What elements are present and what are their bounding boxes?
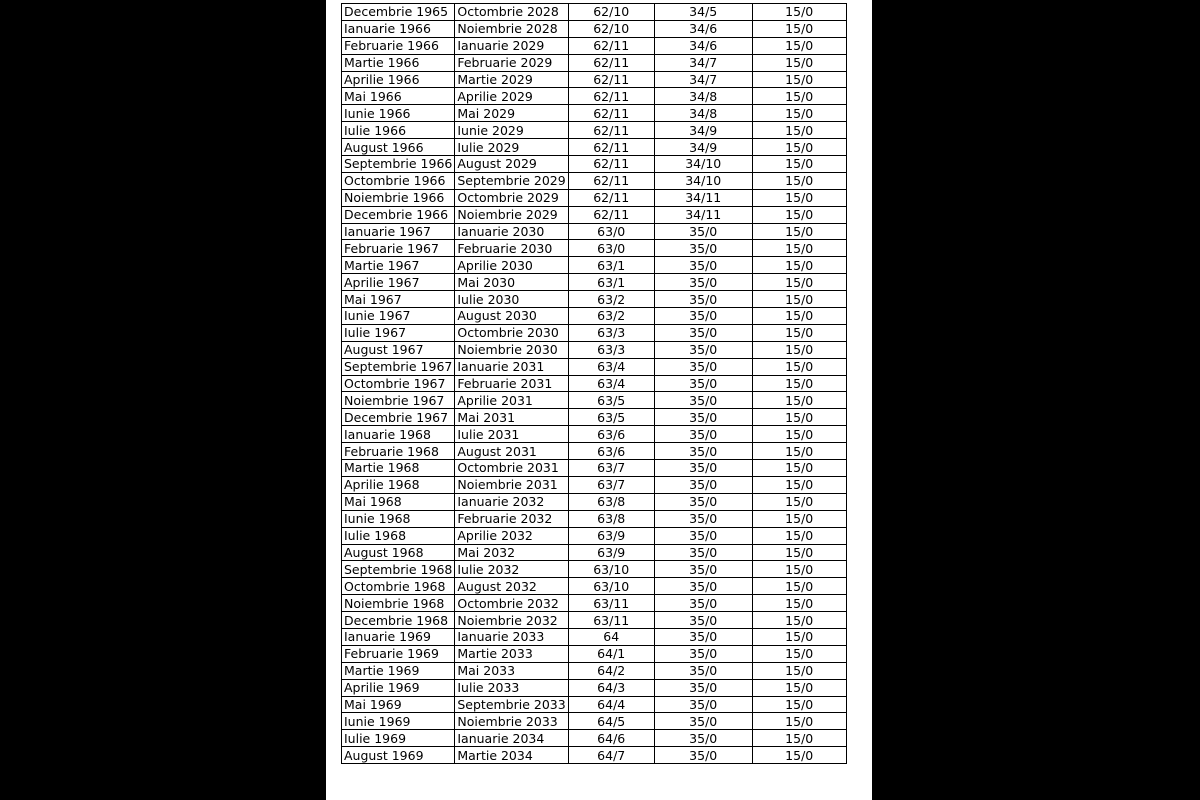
- minimum-stage-cell: 15/0: [752, 696, 846, 713]
- retirement-age-cell: 62/11: [568, 172, 654, 189]
- retirement-age-cell: 63/7: [568, 476, 654, 493]
- table-row: [342, 223, 847, 240]
- retirement-age-cell: 63/2: [568, 308, 654, 325]
- minimum-stage-cell: 15/0: [752, 172, 846, 189]
- minimum-stage-cell: 15/0: [752, 324, 846, 341]
- retirement-age-cell: 62/11: [568, 206, 654, 223]
- retirement-age-cell: 62/11: [568, 156, 654, 173]
- contribution-stage-cell: 35/0: [654, 308, 752, 325]
- birth-date-cell: Martie 1966: [342, 54, 455, 71]
- retirement-age-cell: 63/0: [568, 223, 654, 240]
- table-row: [342, 257, 847, 274]
- birth-date-cell: Ianuarie 1966: [342, 20, 455, 37]
- contribution-stage-cell: 35/0: [654, 544, 752, 561]
- contribution-stage-cell: 35/0: [654, 240, 752, 257]
- table-row: [342, 172, 847, 189]
- retirement-date-cell: Octombrie 2030: [455, 324, 568, 341]
- retirement-date-cell: Iulie 2033: [455, 679, 568, 696]
- birth-date-cell: Octombrie 1966: [342, 172, 455, 189]
- birth-date-cell: Decembrie 1965: [342, 4, 455, 21]
- table-row: [342, 105, 847, 122]
- contribution-stage-cell: 34/6: [654, 37, 752, 54]
- table-row: [342, 409, 847, 426]
- contribution-stage-cell: 35/0: [654, 257, 752, 274]
- retirement-date-cell: Noiembrie 2032: [455, 612, 568, 629]
- minimum-stage-cell: 15/0: [752, 561, 846, 578]
- retirement-age-cell: 64/6: [568, 730, 654, 747]
- birth-date-cell: Ianuarie 1968: [342, 426, 455, 443]
- retirement-date-cell: Iulie 2029: [455, 139, 568, 156]
- table-row: [342, 612, 847, 629]
- birth-date-cell: Aprilie 1969: [342, 679, 455, 696]
- contribution-stage-cell: 35/0: [654, 510, 752, 527]
- contribution-stage-cell: 35/0: [654, 730, 752, 747]
- birth-date-cell: Mai 1969: [342, 696, 455, 713]
- retirement-age-cell: 62/11: [568, 54, 654, 71]
- retirement-date-cell: Februarie 2032: [455, 510, 568, 527]
- minimum-stage-cell: 15/0: [752, 4, 846, 21]
- contribution-stage-cell: 35/0: [654, 426, 752, 443]
- retirement-date-cell: Martie 2033: [455, 645, 568, 662]
- minimum-stage-cell: 15/0: [752, 595, 846, 612]
- retirement-date-cell: Mai 2029: [455, 105, 568, 122]
- minimum-stage-cell: 15/0: [752, 139, 846, 156]
- minimum-stage-cell: 15/0: [752, 628, 846, 645]
- retirement-date-cell: Noiembrie 2030: [455, 341, 568, 358]
- table-row: [342, 527, 847, 544]
- table-row: [342, 291, 847, 308]
- retirement-age-cell: 63/9: [568, 527, 654, 544]
- minimum-stage-cell: 15/0: [752, 392, 846, 409]
- retirement-age-cell: 62/11: [568, 88, 654, 105]
- birth-date-cell: Mai 1968: [342, 493, 455, 510]
- contribution-stage-cell: 35/0: [654, 460, 752, 477]
- retirement-date-cell: Februarie 2029: [455, 54, 568, 71]
- birth-date-cell: Iulie 1968: [342, 527, 455, 544]
- retirement-date-cell: Iulie 2030: [455, 291, 568, 308]
- table-row: [342, 730, 847, 747]
- table-row: [342, 392, 847, 409]
- contribution-stage-cell: 35/0: [654, 662, 752, 679]
- contribution-stage-cell: 34/11: [654, 189, 752, 206]
- contribution-stage-cell: 34/6: [654, 20, 752, 37]
- contribution-stage-cell: 35/0: [654, 747, 752, 764]
- contribution-stage-cell: 34/7: [654, 71, 752, 88]
- retirement-age-cell: 63/8: [568, 510, 654, 527]
- contribution-stage-cell: 35/0: [654, 696, 752, 713]
- birth-date-cell: Decembrie 1967: [342, 409, 455, 426]
- retirement-date-cell: Octombrie 2029: [455, 189, 568, 206]
- retirement-date-cell: Ianuarie 2034: [455, 730, 568, 747]
- minimum-stage-cell: 15/0: [752, 274, 846, 291]
- contribution-stage-cell: 34/7: [654, 54, 752, 71]
- table-row: [342, 4, 847, 21]
- birth-date-cell: Ianuarie 1967: [342, 223, 455, 240]
- birth-date-cell: Februarie 1966: [342, 37, 455, 54]
- contribution-stage-cell: 34/5: [654, 4, 752, 21]
- table-row: [342, 443, 847, 460]
- retirement-age-cell: 62/11: [568, 71, 654, 88]
- table-row: [342, 679, 847, 696]
- table-row: [342, 426, 847, 443]
- birth-date-cell: Iulie 1969: [342, 730, 455, 747]
- minimum-stage-cell: 15/0: [752, 206, 846, 223]
- retirement-age-cell: 63/5: [568, 392, 654, 409]
- retirement-date-cell: Mai 2032: [455, 544, 568, 561]
- minimum-stage-cell: 15/0: [752, 105, 846, 122]
- retirement-date-cell: Aprilie 2031: [455, 392, 568, 409]
- table-row: [342, 240, 847, 257]
- minimum-stage-cell: 15/0: [752, 578, 846, 595]
- minimum-stage-cell: 15/0: [752, 358, 846, 375]
- minimum-stage-cell: 15/0: [752, 527, 846, 544]
- table-row: [342, 747, 847, 764]
- contribution-stage-cell: 34/11: [654, 206, 752, 223]
- table-row: [342, 645, 847, 662]
- contribution-stage-cell: 34/10: [654, 172, 752, 189]
- retirement-age-cell: 62/11: [568, 37, 654, 54]
- table-row: [342, 696, 847, 713]
- table-row: [342, 544, 847, 561]
- retirement-date-cell: Ianuarie 2029: [455, 37, 568, 54]
- retirement-date-cell: Ianuarie 2032: [455, 493, 568, 510]
- contribution-stage-cell: 35/0: [654, 476, 752, 493]
- table-row: [342, 324, 847, 341]
- birth-date-cell: Septembrie 1966: [342, 156, 455, 173]
- birth-date-cell: Iunie 1969: [342, 713, 455, 730]
- retirement-age-cell: 63/9: [568, 544, 654, 561]
- birth-date-cell: Iulie 1966: [342, 122, 455, 139]
- retirement-age-cell: 63/2: [568, 291, 654, 308]
- retirement-date-cell: Iulie 2031: [455, 426, 568, 443]
- retirement-date-cell: Noiembrie 2031: [455, 476, 568, 493]
- minimum-stage-cell: 15/0: [752, 223, 846, 240]
- retirement-age-cell: 62/11: [568, 122, 654, 139]
- minimum-stage-cell: 15/0: [752, 291, 846, 308]
- contribution-stage-cell: 35/0: [654, 645, 752, 662]
- minimum-stage-cell: 15/0: [752, 308, 846, 325]
- table-row: [342, 578, 847, 595]
- retirement-date-cell: Octombrie 2028: [455, 4, 568, 21]
- retirement-age-cell: 63/1: [568, 274, 654, 291]
- table-row: [342, 139, 847, 156]
- minimum-stage-cell: 15/0: [752, 713, 846, 730]
- retirement-age-cell: 64/4: [568, 696, 654, 713]
- minimum-stage-cell: 15/0: [752, 426, 846, 443]
- retirement-age-cell: 63/0: [568, 240, 654, 257]
- birth-date-cell: August 1968: [342, 544, 455, 561]
- retirement-date-cell: Martie 2034: [455, 747, 568, 764]
- contribution-stage-cell: 35/0: [654, 443, 752, 460]
- contribution-stage-cell: 35/0: [654, 628, 752, 645]
- contribution-stage-cell: 34/9: [654, 139, 752, 156]
- table-row: [342, 595, 847, 612]
- retirement-date-cell: Octombrie 2031: [455, 460, 568, 477]
- retirement-age-cell: 63/11: [568, 612, 654, 629]
- minimum-stage-cell: 15/0: [752, 341, 846, 358]
- table-row: [342, 122, 847, 139]
- birth-date-cell: Noiembrie 1966: [342, 189, 455, 206]
- minimum-stage-cell: 15/0: [752, 54, 846, 71]
- retirement-date-cell: Mai 2033: [455, 662, 568, 679]
- retirement-date-cell: Mai 2030: [455, 274, 568, 291]
- contribution-stage-cell: 34/9: [654, 122, 752, 139]
- retirement-age-cell: 62/11: [568, 105, 654, 122]
- contribution-stage-cell: 35/0: [654, 358, 752, 375]
- minimum-stage-cell: 15/0: [752, 37, 846, 54]
- birth-date-cell: Aprilie 1966: [342, 71, 455, 88]
- table-row: [342, 628, 847, 645]
- contribution-stage-cell: 35/0: [654, 493, 752, 510]
- retirement-age-cell: 63/10: [568, 578, 654, 595]
- table-row: [342, 561, 847, 578]
- birth-date-cell: Noiembrie 1968: [342, 595, 455, 612]
- retirement-age-cell: 63/5: [568, 409, 654, 426]
- contribution-stage-cell: 35/0: [654, 341, 752, 358]
- birth-date-cell: Martie 1968: [342, 460, 455, 477]
- minimum-stage-cell: 15/0: [752, 730, 846, 747]
- retirement-date-cell: August 2032: [455, 578, 568, 595]
- retirement-date-cell: Aprilie 2032: [455, 527, 568, 544]
- contribution-stage-cell: 35/0: [654, 392, 752, 409]
- retirement-age-cell: 63/1: [568, 257, 654, 274]
- table-row: [342, 713, 847, 730]
- birth-date-cell: Aprilie 1968: [342, 476, 455, 493]
- minimum-stage-cell: 15/0: [752, 189, 846, 206]
- contribution-stage-cell: 35/0: [654, 595, 752, 612]
- retirement-date-cell: Septembrie 2033: [455, 696, 568, 713]
- table-row: [342, 71, 847, 88]
- table-row: [342, 510, 847, 527]
- retirement-age-cell: 62/10: [568, 20, 654, 37]
- minimum-stage-cell: 15/0: [752, 544, 846, 561]
- birth-date-cell: Februarie 1969: [342, 645, 455, 662]
- retirement-age-cell: 63/6: [568, 443, 654, 460]
- birth-date-cell: Octombrie 1967: [342, 375, 455, 392]
- birth-date-cell: August 1969: [342, 747, 455, 764]
- birth-date-cell: Februarie 1968: [342, 443, 455, 460]
- minimum-stage-cell: 15/0: [752, 375, 846, 392]
- retirement-age-cell: 64/5: [568, 713, 654, 730]
- birth-date-cell: Mai 1966: [342, 88, 455, 105]
- retirement-age-cell: 64/3: [568, 679, 654, 696]
- table-row: [342, 189, 847, 206]
- birth-date-cell: Decembrie 1968: [342, 612, 455, 629]
- retirement-age-cell: 64/7: [568, 747, 654, 764]
- minimum-stage-cell: 15/0: [752, 476, 846, 493]
- document-page: [326, 0, 872, 800]
- birth-date-cell: August 1966: [342, 139, 455, 156]
- birth-date-cell: Aprilie 1967: [342, 274, 455, 291]
- minimum-stage-cell: 15/0: [752, 493, 846, 510]
- contribution-stage-cell: 35/0: [654, 291, 752, 308]
- contribution-stage-cell: 35/0: [654, 324, 752, 341]
- birth-date-cell: Mai 1967: [342, 291, 455, 308]
- retirement-date-cell: Iulie 2032: [455, 561, 568, 578]
- birth-date-cell: Noiembrie 1967: [342, 392, 455, 409]
- birth-date-cell: Iunie 1968: [342, 510, 455, 527]
- minimum-stage-cell: 15/0: [752, 645, 846, 662]
- minimum-stage-cell: 15/0: [752, 443, 846, 460]
- table-row: [342, 460, 847, 477]
- retirement-date-cell: Ianuarie 2031: [455, 358, 568, 375]
- retirement-date-cell: Octombrie 2032: [455, 595, 568, 612]
- retirement-date-cell: Septembrie 2029: [455, 172, 568, 189]
- birth-date-cell: Septembrie 1967: [342, 358, 455, 375]
- table-row: [342, 156, 847, 173]
- retirement-date-cell: Martie 2029: [455, 71, 568, 88]
- retirement-date-cell: Februarie 2030: [455, 240, 568, 257]
- retirement-age-cell: 64/1: [568, 645, 654, 662]
- contribution-stage-cell: 35/0: [654, 713, 752, 730]
- birth-date-cell: Iunie 1967: [342, 308, 455, 325]
- minimum-stage-cell: 15/0: [752, 662, 846, 679]
- table-row: [342, 274, 847, 291]
- retirement-schedule-table: [341, 3, 847, 764]
- retirement-age-cell: 63/7: [568, 460, 654, 477]
- table-row: [342, 358, 847, 375]
- birth-date-cell: Octombrie 1968: [342, 578, 455, 595]
- table-row: [342, 476, 847, 493]
- minimum-stage-cell: 15/0: [752, 88, 846, 105]
- retirement-date-cell: August 2029: [455, 156, 568, 173]
- table-row: [342, 37, 847, 54]
- retirement-date-cell: Iunie 2029: [455, 122, 568, 139]
- contribution-stage-cell: 35/0: [654, 561, 752, 578]
- retirement-age-cell: 63/3: [568, 341, 654, 358]
- retirement-date-cell: Noiembrie 2033: [455, 713, 568, 730]
- retirement-date-cell: Aprilie 2030: [455, 257, 568, 274]
- retirement-date-cell: Mai 2031: [455, 409, 568, 426]
- retirement-date-cell: Februarie 2031: [455, 375, 568, 392]
- table-row: [342, 493, 847, 510]
- retirement-age-cell: 62/10: [568, 4, 654, 21]
- contribution-stage-cell: 35/0: [654, 679, 752, 696]
- retirement-date-cell: August 2030: [455, 308, 568, 325]
- retirement-date-cell: Noiembrie 2029: [455, 206, 568, 223]
- contribution-stage-cell: 35/0: [654, 223, 752, 240]
- minimum-stage-cell: 15/0: [752, 156, 846, 173]
- birth-date-cell: Iulie 1967: [342, 324, 455, 341]
- minimum-stage-cell: 15/0: [752, 510, 846, 527]
- retirement-date-cell: Noiembrie 2028: [455, 20, 568, 37]
- contribution-stage-cell: 34/8: [654, 105, 752, 122]
- retirement-age-cell: 62/11: [568, 139, 654, 156]
- contribution-stage-cell: 34/10: [654, 156, 752, 173]
- minimum-stage-cell: 15/0: [752, 257, 846, 274]
- birth-date-cell: Februarie 1967: [342, 240, 455, 257]
- contribution-stage-cell: 34/8: [654, 88, 752, 105]
- minimum-stage-cell: 15/0: [752, 679, 846, 696]
- retirement-date-cell: August 2031: [455, 443, 568, 460]
- minimum-stage-cell: 15/0: [752, 20, 846, 37]
- minimum-stage-cell: 15/0: [752, 122, 846, 139]
- minimum-stage-cell: 15/0: [752, 747, 846, 764]
- table-row: [342, 375, 847, 392]
- table-row: [342, 662, 847, 679]
- birth-date-cell: Martie 1969: [342, 662, 455, 679]
- table-row: [342, 88, 847, 105]
- table-row: [342, 341, 847, 358]
- table-row: [342, 308, 847, 325]
- retirement-age-cell: 64/2: [568, 662, 654, 679]
- table-row: [342, 54, 847, 71]
- retirement-age-cell: 63/11: [568, 595, 654, 612]
- table-row: [342, 20, 847, 37]
- birth-date-cell: Iunie 1966: [342, 105, 455, 122]
- contribution-stage-cell: 35/0: [654, 527, 752, 544]
- retirement-age-cell: 63/6: [568, 426, 654, 443]
- retirement-age-cell: 64: [568, 628, 654, 645]
- contribution-stage-cell: 35/0: [654, 409, 752, 426]
- minimum-stage-cell: 15/0: [752, 409, 846, 426]
- birth-date-cell: Ianuarie 1969: [342, 628, 455, 645]
- birth-date-cell: Septembrie 1968: [342, 561, 455, 578]
- retirement-date-cell: Ianuarie 2030: [455, 223, 568, 240]
- retirement-age-cell: 63/4: [568, 375, 654, 392]
- contribution-stage-cell: 35/0: [654, 578, 752, 595]
- contribution-stage-cell: 35/0: [654, 375, 752, 392]
- retirement-age-cell: 63/10: [568, 561, 654, 578]
- retirement-date-cell: Ianuarie 2033: [455, 628, 568, 645]
- retirement-age-cell: 63/3: [568, 324, 654, 341]
- contribution-stage-cell: 35/0: [654, 612, 752, 629]
- minimum-stage-cell: 15/0: [752, 71, 846, 88]
- retirement-age-cell: 63/8: [568, 493, 654, 510]
- birth-date-cell: Decembrie 1966: [342, 206, 455, 223]
- table-body: [342, 4, 847, 764]
- minimum-stage-cell: 15/0: [752, 460, 846, 477]
- table-row: [342, 206, 847, 223]
- retirement-date-cell: Aprilie 2029: [455, 88, 568, 105]
- contribution-stage-cell: 35/0: [654, 274, 752, 291]
- minimum-stage-cell: 15/0: [752, 240, 846, 257]
- retirement-age-cell: 63/4: [568, 358, 654, 375]
- birth-date-cell: August 1967: [342, 341, 455, 358]
- minimum-stage-cell: 15/0: [752, 612, 846, 629]
- retirement-age-cell: 62/11: [568, 189, 654, 206]
- birth-date-cell: Martie 1967: [342, 257, 455, 274]
